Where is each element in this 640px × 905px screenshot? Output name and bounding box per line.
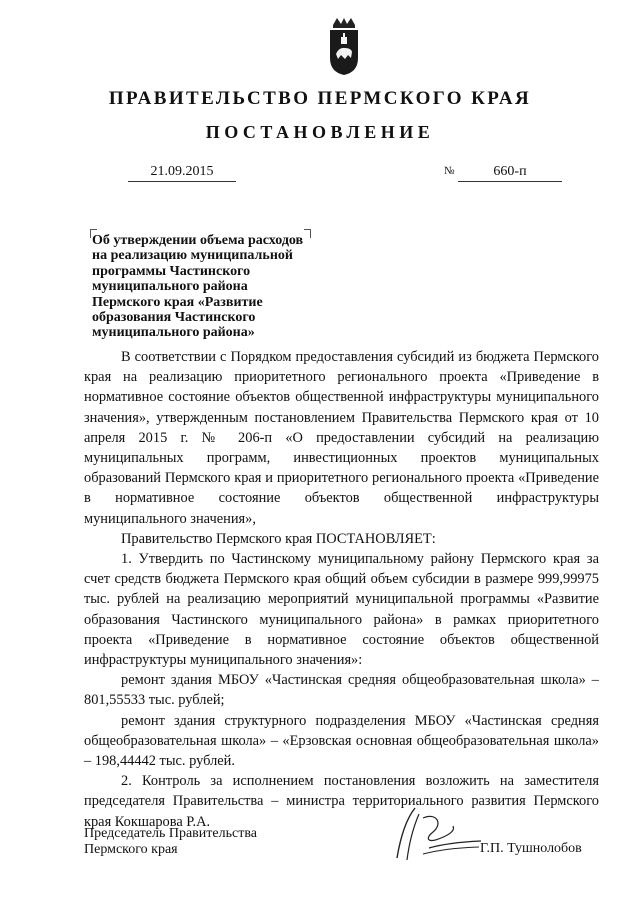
repair-item-2: ремонт здания структурного подразделения МБОУ «Частинская средняя общеобразовательная школа» – «Ерзовская основная общеобразовательная школа» – 198,44442 тыс. рублей.: [84, 712, 599, 770]
document-body: [84, 347, 599, 832]
subject-line: программы Частинского: [92, 263, 251, 279]
repair-item-1: ремонт здания МБОУ «Частинская средняя общеобразовательная школа» – 801,55533 тыс. рублей;: [84, 672, 599, 709]
subject-line: муниципального района»: [92, 325, 255, 341]
number-sign: №: [444, 165, 455, 177]
document-number: 660-п: [458, 164, 562, 182]
position-line: Председатель Правительства: [84, 826, 257, 841]
position-line: Пермского края: [84, 842, 178, 857]
item-1-paragraph: 1. Утвердить по Частинскому муниципальному району Пермского края за счет средств бюджета Пермского края общий объем субсидии в размере 999,99975 тыс. рублей на реализацию мероприятий муниципальной программы «Развитие образования Частинского муниципального района» в рамках приоритетного проекта «Приведение в нормативное состояние объектов общественной инфраструктуры муниципального значения»:: [84, 551, 599, 669]
subject-line: Об утверждении объема расходов: [92, 233, 304, 248]
preamble-paragraph: В соответствии с Порядком предоставления субсидий из бюджета Пермского края на реализацию приоритетного регионального проекта «Приведение в нормативное состояние объектов общественной инфраструктуры муниципального значения», утвержденным постановлением Правительства Пермского края от 10 апреля 2015 г. № 206-п «О предоставлении субсидий на реализацию муниципальных программ, инвестиционных проектов муниципальных образований Пермского края и приоритетного регионального проекта «Приведение в нормативное состояние объектов общественной инфраструктуры муниципального значения»,: [84, 349, 599, 527]
document-type: ПОСТАНОВЛЕНИЕ: [205, 122, 435, 142]
document-subject: [92, 233, 327, 341]
signatory-position: [84, 826, 257, 858]
subject-line: образования Частинского: [92, 310, 256, 326]
subject-line: на реализацию муниципальной: [92, 248, 293, 264]
subject-line: муниципального района: [92, 279, 248, 295]
signatory-name: Г.П. Тушнолобов: [480, 841, 582, 856]
government-title: ПРАВИТЕЛЬСТВО ПЕРМСКОГО КРАЯ: [108, 88, 532, 109]
resolution-clause: Правительство Пермского края ПОСТАНОВЛЯЕТ:: [121, 530, 436, 547]
handwritten-signature: [393, 804, 483, 864]
coat-of-arms-icon: [327, 18, 361, 76]
document-date: 21.09.2015: [128, 164, 236, 182]
subject-line: Пермского края «Развитие: [92, 294, 263, 310]
item-2-paragraph: 2. Контроль за исполнением постановления возложить на заместителя председателя Правительства – министра территориального развития Пермского края Кокшарова Р.А.: [84, 773, 599, 830]
